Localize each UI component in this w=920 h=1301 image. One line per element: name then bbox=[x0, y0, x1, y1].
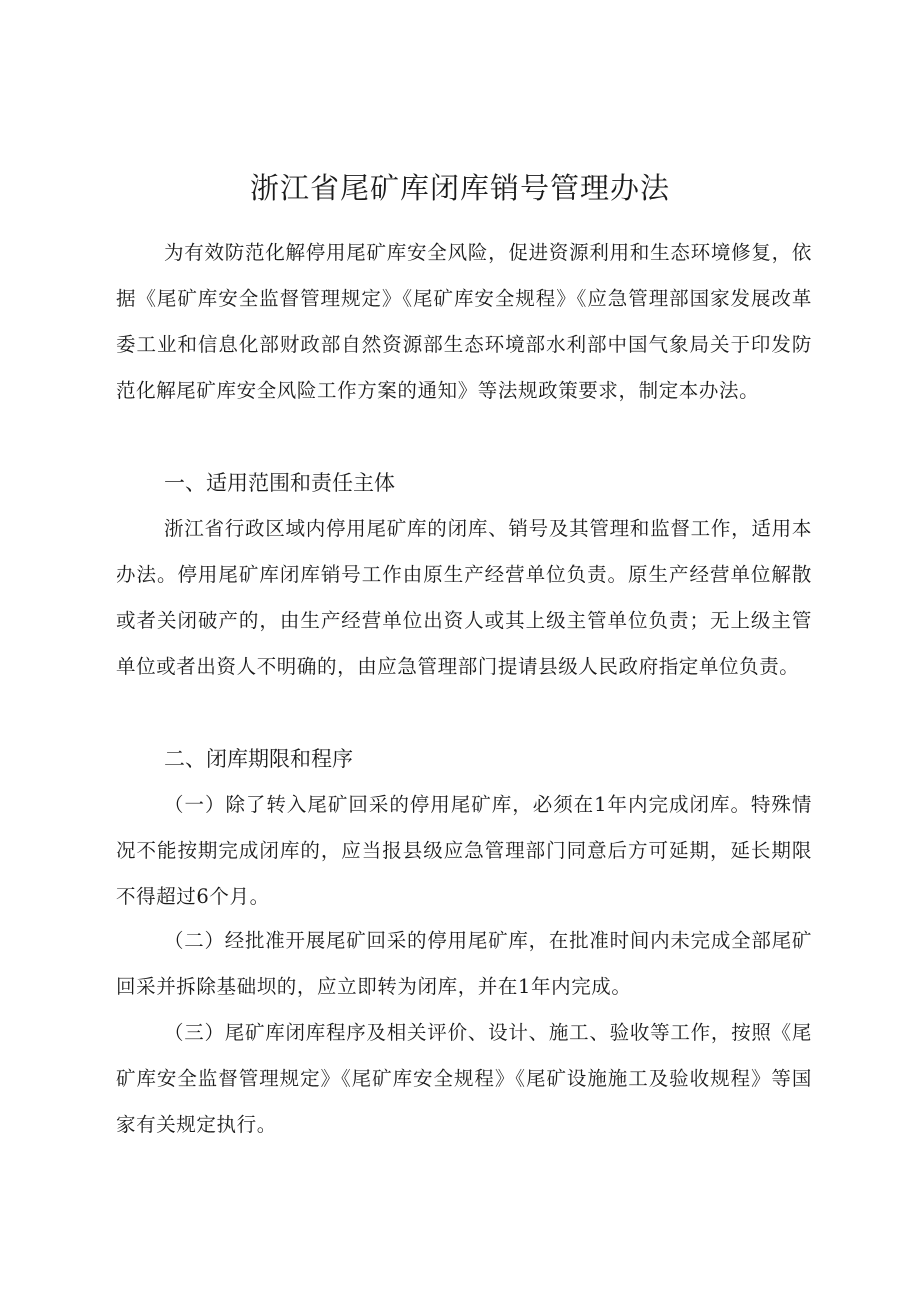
section-paragraph-scope: 浙江省行政区域内停用尾矿库的闭库、销号及其管理和监督工作，适用本办法。停用尾矿库闭库销号工作由原生产经营单位负责。原生产经营单位解散或者关闭破产的，由生产经营单位出资人或其上级主管单位负责；无上级主管单位或者出资人不明确的，由应急管理部门提请县级人民政府指定单位负责。 bbox=[116, 517, 812, 678]
intro-paragraph: 为有效防范化解停用尾矿库安全风险，促进资源利用和生态环境修复，依据《尾矿库安全监督管理规定》《尾矿库安全规程》《应急管理部国家发展改革委工业和信息化部财政部自然资源部生态环境部水利部中国气象局关于印发防范化解尾矿库安全风险工作方案的通知》等法规政策要求，制定本办法。 bbox=[116, 241, 812, 402]
document-title: 浙江省尾矿库闭库销号管理办法 bbox=[249, 171, 670, 205]
procedure-item-1: （一）除了转入尾矿回采的停用尾矿库，必须在1年内完成闭库。特殊情况不能按期完成闭库的，应当报县级应急管理部门同意后方可延期，延长期限不得超过6个月。 bbox=[116, 793, 812, 908]
section-heading-procedure: 二、闭库期限和程序 bbox=[164, 747, 353, 771]
section-heading-scope: 一、适用范围和责任主体 bbox=[164, 471, 395, 495]
procedure-item-2: （二）经批准开展尾矿回采的停用尾矿库，在批准时间内未完成全部尾矿回采并拆除基础坝的，应立即转为闭库，并在1年内完成。 bbox=[116, 929, 812, 998]
procedure-item-3: （三）尾矿库闭库程序及相关评价、设计、施工、验收等工作，按照《尾矿库安全监督管理规定》《尾矿库安全规程》《尾矿设施施工及验收规程》等国家有关规定执行。 bbox=[116, 1021, 812, 1136]
